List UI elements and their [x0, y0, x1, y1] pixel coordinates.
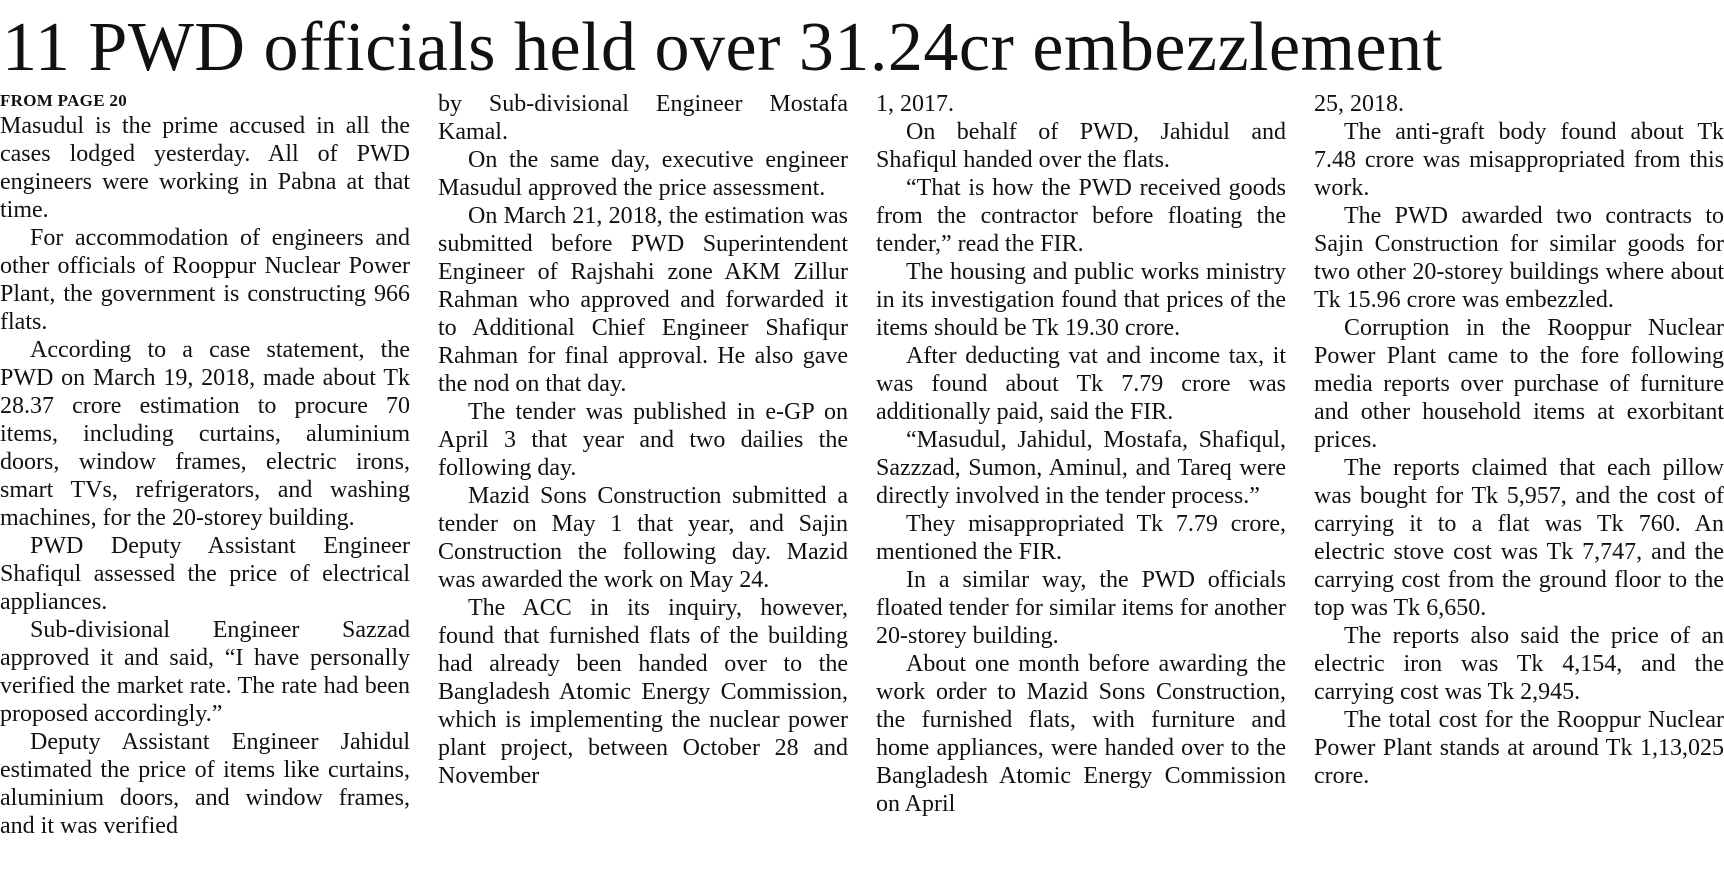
- paragraph: On the same day, executive engineer Masudul approved the price assessment.: [438, 147, 848, 201]
- headline: 11 PWD officials held over 31.24cr embezzlement: [2, 9, 1443, 86]
- paragraph: The ACC in its inquiry, however, found that furnished flats of the building had already been handed over to the Bangladesh Atomic Energy Commission, which is implementing the nuclear power plant project, between October 28 and November: [438, 595, 848, 789]
- paragraph: by Sub-divisional Engineer Mostafa Kamal.: [438, 91, 848, 145]
- paragraph: On behalf of PWD, Jahidul and Shafiqul handed over the flats.: [876, 119, 1286, 173]
- paragraph: For accommodation of engineers and other officials of Rooppur Nuclear Power Plant, the government is constructing 966 flats.: [0, 225, 410, 335]
- article-body: [0, 90, 1724, 874]
- paragraph: 1, 2017.: [876, 91, 954, 117]
- paragraph: According to a case statement, the PWD on March 19, 2018, made about Tk 28.37 crore estimation to procure 70 items, including curtains, aluminium doors, window frames, electric irons, smart TVs, refrigerators, and washing machines, for the 20-storey building.: [0, 337, 410, 531]
- paragraph: The total cost for the Rooppur Nuclear Power Plant stands at around Tk 1,13,025 crore.: [1314, 707, 1724, 789]
- column-4: [1314, 90, 1724, 874]
- column-3: [876, 90, 1286, 874]
- paragraph: Sub-divisional Engineer Sazzad approved it and said, “I have personally verified the market rate. The rate had been proposed accordingly.”: [0, 617, 410, 727]
- paragraph: They misappropriated Tk 7.79 crore, mentioned the FIR.: [876, 511, 1286, 565]
- paragraph: On March 21, 2018, the estimation was submitted before PWD Superintendent Engineer of Rajshahi zone AKM Zillur Rahman who approved and forwarded it to Additional Chief Engineer Shafiqur Rahman for final approval. He also gave the nod on that day.: [438, 203, 848, 397]
- continuation-kicker: FROM PAGE 20: [0, 91, 127, 110]
- paragraph: 25, 2018.: [1314, 91, 1404, 117]
- paragraph: PWD Deputy Assistant Engineer Shafiqul assessed the price of electrical appliances.: [0, 533, 410, 615]
- paragraph: The reports claimed that each pillow was bought for Tk 5,957, and the cost of carrying it to a flat was Tk 760. An electric stove cost was Tk 7,747, and the carrying cost from the ground floor to the top was Tk 6,650.: [1314, 455, 1724, 621]
- column-2: [438, 90, 848, 874]
- column-1: [0, 90, 410, 874]
- paragraph: Deputy Assistant Engineer Jahidul estimated the price of items like curtains, aluminium doors, and window frames, and it was verified: [0, 729, 410, 839]
- paragraph: After deducting vat and income tax, it was found about Tk 7.79 crore was additionally paid, said the FIR.: [876, 343, 1286, 425]
- paragraph: About one month before awarding the work order to Mazid Sons Construction, the furnished flats, with furniture and home appliances, were handed over to the Bangladesh Atomic Energy Commission on April: [876, 651, 1286, 817]
- paragraph: Mazid Sons Construction submitted a tender on May 1 that year, and Sajin Construction the following day. Mazid was awarded the work on May 24.: [438, 483, 848, 593]
- paragraph: Corruption in the Rooppur Nuclear Power Plant came to the fore following media reports over purchase of furniture and other household items at exorbitant prices.: [1314, 315, 1724, 453]
- paragraph: “Masudul, Jahidul, Mostafa, Shafiqul, Sazzzad, Sumon, Aminul, and Tareq were directly involved in the tender process.”: [876, 427, 1286, 509]
- paragraph: “That is how the PWD received goods from the contractor before floating the tender,” read the FIR.: [876, 175, 1286, 257]
- paragraph: In a similar way, the PWD officials floated tender for similar items for another 20-storey building.: [876, 567, 1286, 649]
- paragraph: The reports also said the price of an electric iron was Tk 4,154, and the carrying cost was Tk 2,945.: [1314, 623, 1724, 705]
- paragraph: The tender was published in e-GP on April 3 that year and two dailies the following day.: [438, 399, 848, 481]
- paragraph: The PWD awarded two contracts to Sajin Construction for similar goods for two other 20-storey buildings where about Tk 15.96 crore was embezzled.: [1314, 203, 1724, 313]
- paragraph: Masudul is the prime accused in all the cases lodged yesterday. All of PWD engineers were working in Pabna at that time.: [0, 113, 410, 223]
- paragraph: The anti-graft body found about Tk 7.48 crore was misappropriated from this work.: [1314, 119, 1724, 201]
- paragraph: The housing and public works ministry in its investigation found that prices of the items should be Tk 19.30 crore.: [876, 259, 1286, 341]
